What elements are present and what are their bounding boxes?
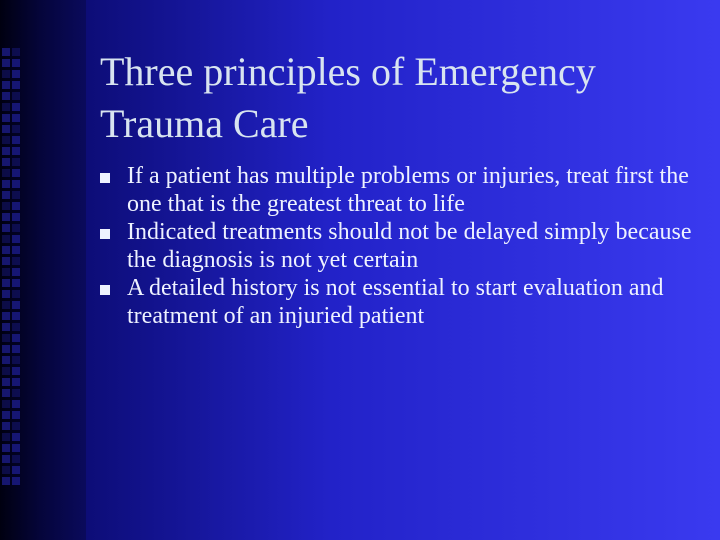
decorative-square <box>12 202 20 210</box>
slide-title: Three principles of Emergency Trauma Care <box>100 49 596 146</box>
decorative-square <box>12 323 20 331</box>
decorative-square <box>2 81 10 89</box>
decorative-square <box>2 422 10 430</box>
decorative-square <box>12 191 20 199</box>
decorative-square <box>12 268 20 276</box>
decorative-square <box>12 114 20 122</box>
decorative-square <box>2 279 10 287</box>
decorative-square <box>2 103 10 111</box>
decorative-square <box>2 213 10 221</box>
decorative-square <box>12 169 20 177</box>
decorative-square <box>12 180 20 188</box>
decorative-square <box>12 246 20 254</box>
decorative-square <box>2 433 10 441</box>
decorative-square <box>2 367 10 375</box>
decorative-square <box>12 81 20 89</box>
decorative-square <box>2 114 10 122</box>
decorative-square <box>12 224 20 232</box>
decorative-square <box>2 444 10 452</box>
decorative-square <box>12 433 20 441</box>
bullet-text: A detailed history is not essential to start evaluation and treatment of an injuried patient <box>127 275 664 329</box>
decorative-square <box>2 224 10 232</box>
decorative-square <box>12 235 20 243</box>
bullet-item <box>96 162 701 218</box>
square-bullet-icon <box>100 285 110 295</box>
decorative-square <box>2 323 10 331</box>
decorative-square <box>2 180 10 188</box>
decorative-square <box>2 158 10 166</box>
decorative-square <box>2 466 10 474</box>
decorative-square <box>12 279 20 287</box>
decorative-left-band <box>0 0 86 540</box>
decorative-square <box>2 389 10 397</box>
decorative-square <box>12 136 20 144</box>
decorative-square <box>12 59 20 67</box>
decorative-square <box>12 257 20 265</box>
decorative-square <box>2 356 10 364</box>
decorative-square <box>12 411 20 419</box>
decorative-square <box>2 92 10 100</box>
decorative-square <box>12 48 20 56</box>
decorative-square <box>2 59 10 67</box>
decorative-square <box>2 48 10 56</box>
decorative-square <box>12 367 20 375</box>
decorative-square <box>12 290 20 298</box>
decorative-square <box>2 290 10 298</box>
decorative-square <box>2 477 10 485</box>
decorative-square <box>12 422 20 430</box>
decorative-square <box>12 70 20 78</box>
bullet-list <box>96 162 701 330</box>
decorative-square <box>12 158 20 166</box>
decorative-square-pattern <box>2 48 22 488</box>
decorative-square <box>12 389 20 397</box>
decorative-square <box>12 213 20 221</box>
decorative-square <box>12 455 20 463</box>
decorative-square <box>12 477 20 485</box>
decorative-square <box>12 466 20 474</box>
decorative-square <box>2 345 10 353</box>
decorative-square <box>12 400 20 408</box>
decorative-square <box>12 103 20 111</box>
decorative-square <box>2 411 10 419</box>
decorative-square <box>2 246 10 254</box>
decorative-square <box>2 257 10 265</box>
decorative-square <box>2 136 10 144</box>
decorative-square <box>12 125 20 133</box>
decorative-square <box>12 312 20 320</box>
decorative-square <box>2 312 10 320</box>
decorative-square <box>12 92 20 100</box>
square-bullet-icon <box>100 173 110 183</box>
decorative-square <box>12 334 20 342</box>
decorative-square <box>2 191 10 199</box>
decorative-square <box>2 125 10 133</box>
decorative-square <box>12 147 20 155</box>
bullet-item <box>96 218 701 274</box>
decorative-square <box>12 301 20 309</box>
decorative-square <box>2 202 10 210</box>
decorative-square <box>2 400 10 408</box>
decorative-square <box>2 455 10 463</box>
decorative-square <box>2 301 10 309</box>
decorative-square <box>2 70 10 78</box>
decorative-square <box>12 356 20 364</box>
decorative-square <box>2 268 10 276</box>
bullet-text: If a patient has multiple problems or injuries, treat first the one that is the greatest threat to life <box>127 163 689 217</box>
decorative-square <box>12 345 20 353</box>
decorative-square <box>2 235 10 243</box>
decorative-square <box>2 147 10 155</box>
decorative-square <box>2 334 10 342</box>
decorative-square <box>2 378 10 386</box>
decorative-square <box>12 378 20 386</box>
decorative-square <box>12 444 20 452</box>
bullet-text: Indicated treatments should not be delayed simply because the diagnosis is not yet certain <box>127 219 692 273</box>
square-bullet-icon <box>100 229 110 239</box>
bullet-item <box>96 274 701 330</box>
decorative-square <box>2 169 10 177</box>
